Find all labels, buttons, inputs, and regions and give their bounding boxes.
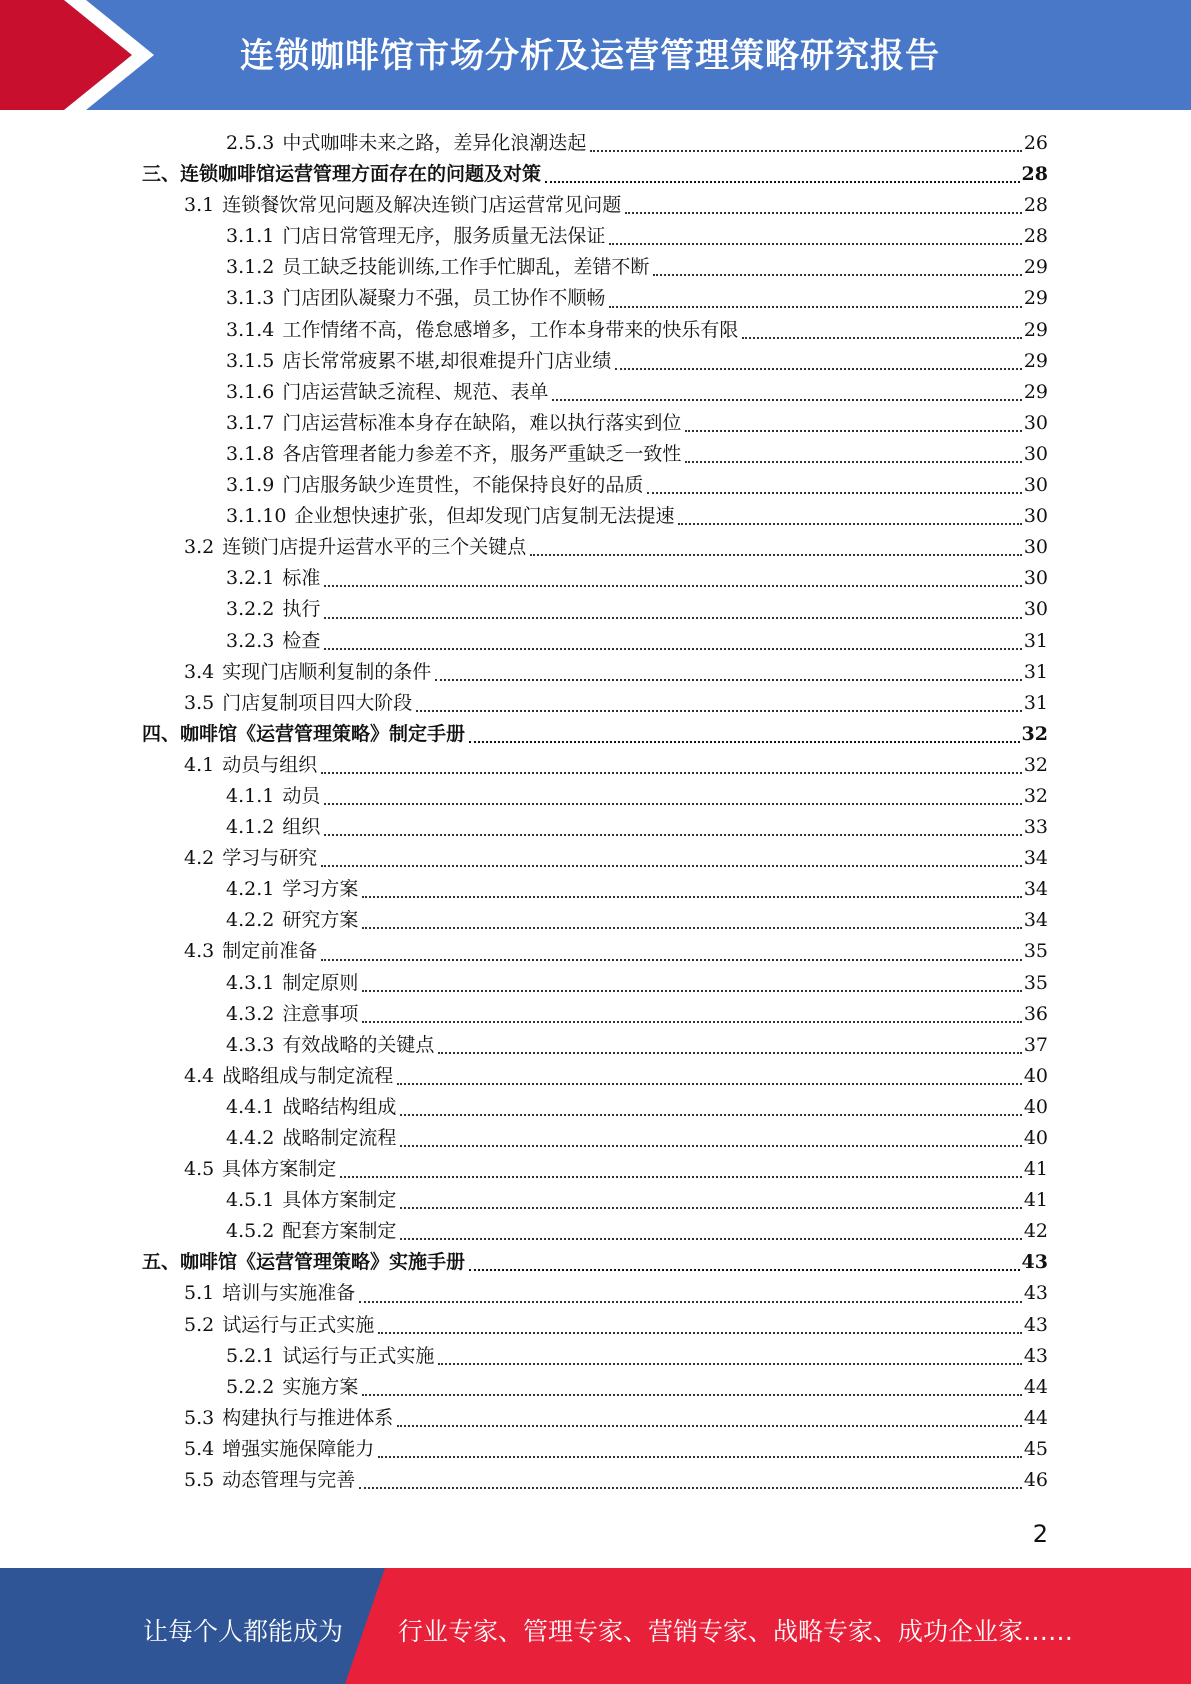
toc-entry-title: 制定原则 <box>282 971 359 994</box>
toc-entry[interactable] <box>142 905 1048 936</box>
toc-entry[interactable] <box>142 874 1048 905</box>
toc-entry[interactable] <box>142 999 1048 1030</box>
toc-entry-page: 28 <box>1023 194 1048 217</box>
toc-dot-leader <box>324 617 1021 619</box>
toc-entry-number: 4.2.1 <box>226 878 275 901</box>
toc-dot-leader <box>324 803 1021 805</box>
toc-entry-title: 动员 <box>282 784 321 807</box>
toc-entry-title: 构建执行与推进体系 <box>222 1406 394 1429</box>
toc-dot-leader <box>647 492 1021 494</box>
toc-entry[interactable] <box>142 1092 1048 1123</box>
toc-entry[interactable] <box>142 1061 1048 1092</box>
toc-entry-number: 3.1.10 <box>226 505 287 528</box>
toc-dot-leader <box>545 181 1020 183</box>
toc-entry-page: 29 <box>1023 380 1048 403</box>
toc-entry-title: 工作情绪不高，倦怠感增多，工作本身带来的快乐有限 <box>282 318 739 341</box>
toc-dot-leader <box>362 1394 1021 1396</box>
toc-entry[interactable] <box>142 252 1048 283</box>
toc-entry-title: 连锁咖啡馆运营管理方面存在的问题及对策 <box>180 163 542 186</box>
toc-dot-leader <box>609 243 1021 245</box>
toc-dot-leader <box>590 150 1021 152</box>
toc-entry-number: 四、 <box>142 722 181 745</box>
toc-entry-page: 46 <box>1023 1469 1048 1492</box>
toc-entry[interactable] <box>142 1247 1048 1278</box>
toc-entry-page: 30 <box>1023 598 1048 621</box>
toc-entry-number: 4.3.1 <box>226 971 275 994</box>
toc-entry-title: 连锁餐饮常见问题及解决连锁门店运营常见问题 <box>222 194 622 217</box>
toc-entry[interactable] <box>142 1310 1048 1341</box>
toc-entry[interactable] <box>142 1278 1048 1309</box>
toc-entry[interactable] <box>142 1123 1048 1154</box>
toc-entry-number: 3.1.6 <box>226 380 275 403</box>
toc-dot-leader <box>359 1487 1022 1489</box>
toc-entry-page: 42 <box>1023 1220 1048 1243</box>
toc-entry-title: 具体方案制定 <box>222 1158 337 1181</box>
toc-entry-page: 44 <box>1023 1375 1048 1398</box>
toc-dot-leader <box>397 1425 1022 1427</box>
toc-entry-number: 3.1.8 <box>226 442 275 465</box>
toc-dot-leader <box>609 306 1021 308</box>
toc-entry[interactable] <box>142 688 1048 719</box>
toc-dot-leader <box>378 1456 1022 1458</box>
toc-entry-number: 三、 <box>142 163 181 186</box>
toc-entry-page: 26 <box>1023 132 1048 154</box>
toc-entry-page: 32 <box>1023 753 1048 776</box>
toc-entry-title: 各店管理者能力参差不齐，服务严重缺乏一致性 <box>282 442 682 465</box>
toc-entry-page: 43 <box>1023 1344 1048 1367</box>
toc-entry-page: 32 <box>1021 722 1048 745</box>
toc-entry-page: 28 <box>1023 225 1048 248</box>
toc-entry-number: 5.3 <box>184 1406 215 1429</box>
toc-dot-leader <box>615 368 1021 370</box>
toc-entry-title: 连锁门店提升运营水平的三个关键点 <box>222 536 527 559</box>
toc-entry-page: 29 <box>1023 349 1048 372</box>
toc-entry[interactable] <box>142 843 1048 874</box>
toc-entry-number: 4.3.2 <box>226 1002 275 1025</box>
toc-entry[interactable] <box>142 1030 1048 1061</box>
toc-entry[interactable] <box>142 315 1048 346</box>
toc-dot-leader <box>438 1363 1021 1365</box>
toc-entry[interactable] <box>142 501 1048 532</box>
toc-entry-page: 31 <box>1023 660 1048 683</box>
toc-entry[interactable] <box>142 470 1048 501</box>
toc-dot-leader <box>324 834 1021 836</box>
toc-entry-page: 30 <box>1023 442 1048 465</box>
toc-dot-leader <box>552 399 1021 401</box>
toc-entry-number: 2.5.3 <box>226 132 275 154</box>
toc-dot-leader <box>362 896 1021 898</box>
toc-entry[interactable] <box>142 1465 1048 1496</box>
toc-dot-leader <box>685 461 1021 463</box>
toc-entry-page: 34 <box>1023 847 1048 870</box>
toc-entry-number: 五、 <box>142 1251 181 1274</box>
toc-entry-number: 5.4 <box>184 1437 215 1460</box>
toc-entry-number: 4.4.1 <box>226 1095 275 1118</box>
toc-entry[interactable] <box>142 1403 1048 1434</box>
toc-entry-page: 43 <box>1023 1282 1048 1305</box>
toc-entry[interactable] <box>142 968 1048 999</box>
toc-entry-title: 检查 <box>282 629 321 652</box>
toc-entry-title: 具体方案制定 <box>282 1189 397 1212</box>
toc-entry-page: 45 <box>1023 1437 1048 1460</box>
toc-entry-number: 4.1.2 <box>226 816 275 839</box>
toc-entry-page: 34 <box>1023 909 1048 932</box>
toc-entry-title: 咖啡馆《运营管理策略》制定手册 <box>180 722 466 745</box>
page-footer <box>0 1568 1191 1684</box>
report-title: 连锁咖啡馆市场分析及运营管理策略研究报告 <box>240 36 940 76</box>
toc-dot-leader <box>362 1021 1021 1023</box>
toc-entry-number: 3.2.1 <box>226 567 275 590</box>
footer-slogan-right: 行业专家、管理专家、营销专家、战略专家、成功企业家…… <box>398 1617 1074 1646</box>
toc-entry-number: 3.1.1 <box>226 225 275 248</box>
table-of-contents <box>142 128 1048 1496</box>
toc-dot-leader <box>742 337 1021 339</box>
toc-entry-page: 37 <box>1023 1033 1048 1056</box>
toc-entry-number: 3.2.3 <box>226 629 275 652</box>
toc-entry-number: 4.4.2 <box>226 1127 275 1149</box>
toc-entry-title: 员工缺乏技能训练,工作手忙脚乱，差错不断 <box>282 256 650 279</box>
toc-entry-page: 29 <box>1023 287 1048 310</box>
toc-entry[interactable] <box>142 159 1048 190</box>
toc-entry-page: 41 <box>1023 1189 1048 1212</box>
toc-dot-leader <box>378 1332 1022 1334</box>
toc-entry-number: 4.1 <box>184 753 215 776</box>
toc-entry-number: 5.2.1 <box>226 1344 275 1367</box>
toc-entry-title: 组织 <box>282 816 321 839</box>
toc-entry-title: 门店团队凝聚力不强，员工协作不顺畅 <box>282 287 606 310</box>
toc-entry[interactable] <box>142 532 1048 563</box>
toc-dot-leader <box>469 1269 1020 1271</box>
toc-dot-leader <box>362 990 1021 992</box>
toc-entry-title: 门店运营缺乏流程、规范、表单 <box>282 380 549 403</box>
toc-entry-number: 3.1 <box>184 194 215 217</box>
toc-entry-title: 有效战略的关键点 <box>282 1033 435 1056</box>
toc-entry-number: 3.1.4 <box>226 318 275 341</box>
toc-dot-leader <box>685 430 1021 432</box>
toc-entry-title: 战略结构组成 <box>282 1095 397 1118</box>
toc-entry-number: 3.1.3 <box>226 287 275 310</box>
toc-entry-title: 实现门店顺利复制的条件 <box>222 660 432 683</box>
toc-entry[interactable] <box>142 221 1048 252</box>
toc-entry-number: 3.4 <box>184 660 215 683</box>
toc-dot-leader <box>678 523 1021 525</box>
toc-entry[interactable] <box>142 1154 1048 1185</box>
footer-slogan-left: 让每个人都能成为 <box>143 1617 344 1646</box>
toc-entry[interactable] <box>142 781 1048 812</box>
toc-entry-page: 32 <box>1023 784 1048 807</box>
toc-entry[interactable] <box>142 1372 1048 1403</box>
toc-entry-title: 试运行与正式实施 <box>222 1313 375 1336</box>
toc-entry-title: 制定前准备 <box>222 940 318 963</box>
toc-entry-number: 4.3.3 <box>226 1033 275 1056</box>
toc-entry-page: 31 <box>1023 629 1048 652</box>
toc-dot-leader <box>625 212 1022 214</box>
toc-entry-page: 34 <box>1023 878 1048 901</box>
toc-dot-leader <box>400 1238 1021 1240</box>
toc-dot-leader <box>400 1207 1021 1209</box>
toc-entry-page: 41 <box>1023 1158 1048 1181</box>
toc-entry[interactable] <box>142 626 1048 657</box>
toc-entry[interactable] <box>142 657 1048 688</box>
toc-dot-leader <box>438 1052 1021 1054</box>
toc-entry-page: 28 <box>1021 163 1048 186</box>
toc-entry-page: 35 <box>1023 971 1048 994</box>
toc-entry-number: 5.2 <box>184 1313 215 1336</box>
toc-entry-number: 3.1.5 <box>226 349 275 372</box>
toc-entry[interactable] <box>142 1434 1048 1465</box>
toc-entry-page: 29 <box>1023 256 1048 279</box>
toc-entry-title: 学习方案 <box>282 878 359 901</box>
toc-entry-title: 动员与组织 <box>222 753 318 776</box>
toc-entry-title: 实施方案 <box>282 1375 359 1398</box>
toc-entry[interactable] <box>142 439 1048 470</box>
toc-entry-title: 增强实施保障能力 <box>222 1437 375 1460</box>
toc-entry-number: 3.1.9 <box>226 474 275 497</box>
toc-dot-leader <box>435 679 1022 681</box>
toc-entry[interactable] <box>142 1185 1048 1216</box>
toc-entry-page: 30 <box>1023 411 1048 434</box>
toc-entry-number: 4.2 <box>184 847 215 870</box>
toc-dot-leader <box>340 1176 1022 1178</box>
toc-entry-title: 门店服务缺少连贯性，不能保持良好的品质 <box>282 474 644 497</box>
toc-entry[interactable] <box>142 1341 1048 1372</box>
toc-dot-leader <box>530 554 1022 556</box>
toc-entry[interactable] <box>142 377 1048 408</box>
toc-entry[interactable] <box>142 408 1048 439</box>
toc-entry-number: 4.5.2 <box>226 1220 275 1243</box>
toc-dot-leader <box>469 741 1020 743</box>
toc-entry[interactable] <box>142 719 1048 750</box>
toc-entry-page: 29 <box>1023 318 1048 341</box>
toc-entry-title: 门店复制项目四大阶段 <box>222 691 413 714</box>
toc-entry-title: 执行 <box>282 598 321 621</box>
toc-entry-page: 43 <box>1023 1313 1048 1336</box>
toc-entry-title: 中式咖啡未来之路，差异化浪潮迭起 <box>282 132 587 154</box>
toc-entry[interactable] <box>142 563 1048 594</box>
toc-entry-number: 5.2.2 <box>226 1375 275 1398</box>
toc-entry-title: 标准 <box>282 567 321 590</box>
toc-entry-page: 36 <box>1023 1002 1048 1025</box>
toc-dot-leader <box>397 1083 1022 1085</box>
toc-dot-leader <box>324 648 1021 650</box>
toc-entry-title: 战略组成与制定流程 <box>222 1064 394 1087</box>
toc-entry-number: 3.5 <box>184 691 215 714</box>
toc-entry-number: 3.1.7 <box>226 411 275 434</box>
toc-entry-page: 35 <box>1023 940 1048 963</box>
toc-entry-title: 研究方案 <box>282 909 359 932</box>
toc-dot-leader <box>653 274 1021 276</box>
toc-entry-page: 43 <box>1021 1251 1048 1274</box>
toc-dot-leader <box>359 1301 1022 1303</box>
toc-entry-number: 5.1 <box>184 1282 215 1305</box>
toc-entry[interactable] <box>142 190 1048 221</box>
toc-entry-page: 30 <box>1023 567 1048 590</box>
toc-entry[interactable] <box>142 750 1048 781</box>
toc-entry-title: 门店日常管理无序，服务质量无法保证 <box>282 225 606 248</box>
toc-entry-title: 配套方案制定 <box>282 1220 397 1243</box>
toc-entry-page: 40 <box>1023 1064 1048 1087</box>
toc-entry-page: 33 <box>1023 816 1048 839</box>
page-header <box>0 0 1191 110</box>
toc-dot-leader <box>416 710 1022 712</box>
toc-dot-leader <box>400 1114 1021 1116</box>
toc-entry-title: 企业想快速扩张，但却发现门店复制无法提速 <box>294 505 675 528</box>
toc-entry-title: 店长常常疲累不堪,却很难提升门店业绩 <box>282 349 612 372</box>
toc-entry-page: 40 <box>1023 1095 1048 1118</box>
toc-entry-number: 4.5 <box>184 1158 215 1181</box>
toc-entry-title: 学习与研究 <box>222 847 318 870</box>
toc-entry-number: 4.4 <box>184 1064 215 1087</box>
toc-entry-page: 40 <box>1023 1127 1048 1149</box>
toc-entry-number: 3.1.2 <box>226 256 275 279</box>
toc-entry-number: 3.2.2 <box>226 598 275 621</box>
toc-entry-page: 31 <box>1023 691 1048 714</box>
toc-entry-title: 注意事项 <box>282 1002 359 1025</box>
toc-entry[interactable] <box>142 1216 1048 1247</box>
toc-entry-title: 试运行与正式实施 <box>282 1344 435 1367</box>
toc-entry-number: 3.2 <box>184 536 215 559</box>
toc-entry-title: 门店运营标准本身存在缺陷，难以执行落实到位 <box>282 411 682 434</box>
toc-entry-number: 4.1.1 <box>226 784 275 807</box>
toc-entry-number: 4.5.1 <box>226 1189 275 1212</box>
toc-dot-leader <box>400 1145 1021 1147</box>
toc-dot-leader <box>362 927 1021 929</box>
toc-entry-page: 30 <box>1023 474 1048 497</box>
toc-entry-title: 动态管理与完善 <box>222 1469 356 1492</box>
toc-entry-title: 咖啡馆《运营管理策略》实施手册 <box>180 1251 466 1274</box>
toc-entry-number: 4.3 <box>184 940 215 963</box>
toc-entry[interactable] <box>142 128 1048 159</box>
toc-entry-title: 战略制定流程 <box>282 1127 397 1149</box>
toc-entry-number: 5.5 <box>184 1469 215 1492</box>
toc-entry-title: 培训与实施准备 <box>222 1282 356 1305</box>
toc-entry-page: 44 <box>1023 1406 1048 1429</box>
toc-entry[interactable] <box>142 812 1048 843</box>
toc-dot-leader <box>321 959 1022 961</box>
toc-entry[interactable] <box>142 346 1048 377</box>
toc-dot-leader <box>324 585 1021 587</box>
page-number: 2 <box>1032 1520 1048 1548</box>
toc-entry[interactable] <box>142 936 1048 967</box>
toc-entry-number: 4.2.2 <box>226 909 275 932</box>
toc-entry-page: 30 <box>1023 505 1048 528</box>
toc-dot-leader <box>321 772 1022 774</box>
toc-dot-leader <box>321 865 1022 867</box>
toc-entry[interactable] <box>142 283 1048 314</box>
toc-entry-page: 30 <box>1023 536 1048 559</box>
toc-entry[interactable] <box>142 594 1048 625</box>
